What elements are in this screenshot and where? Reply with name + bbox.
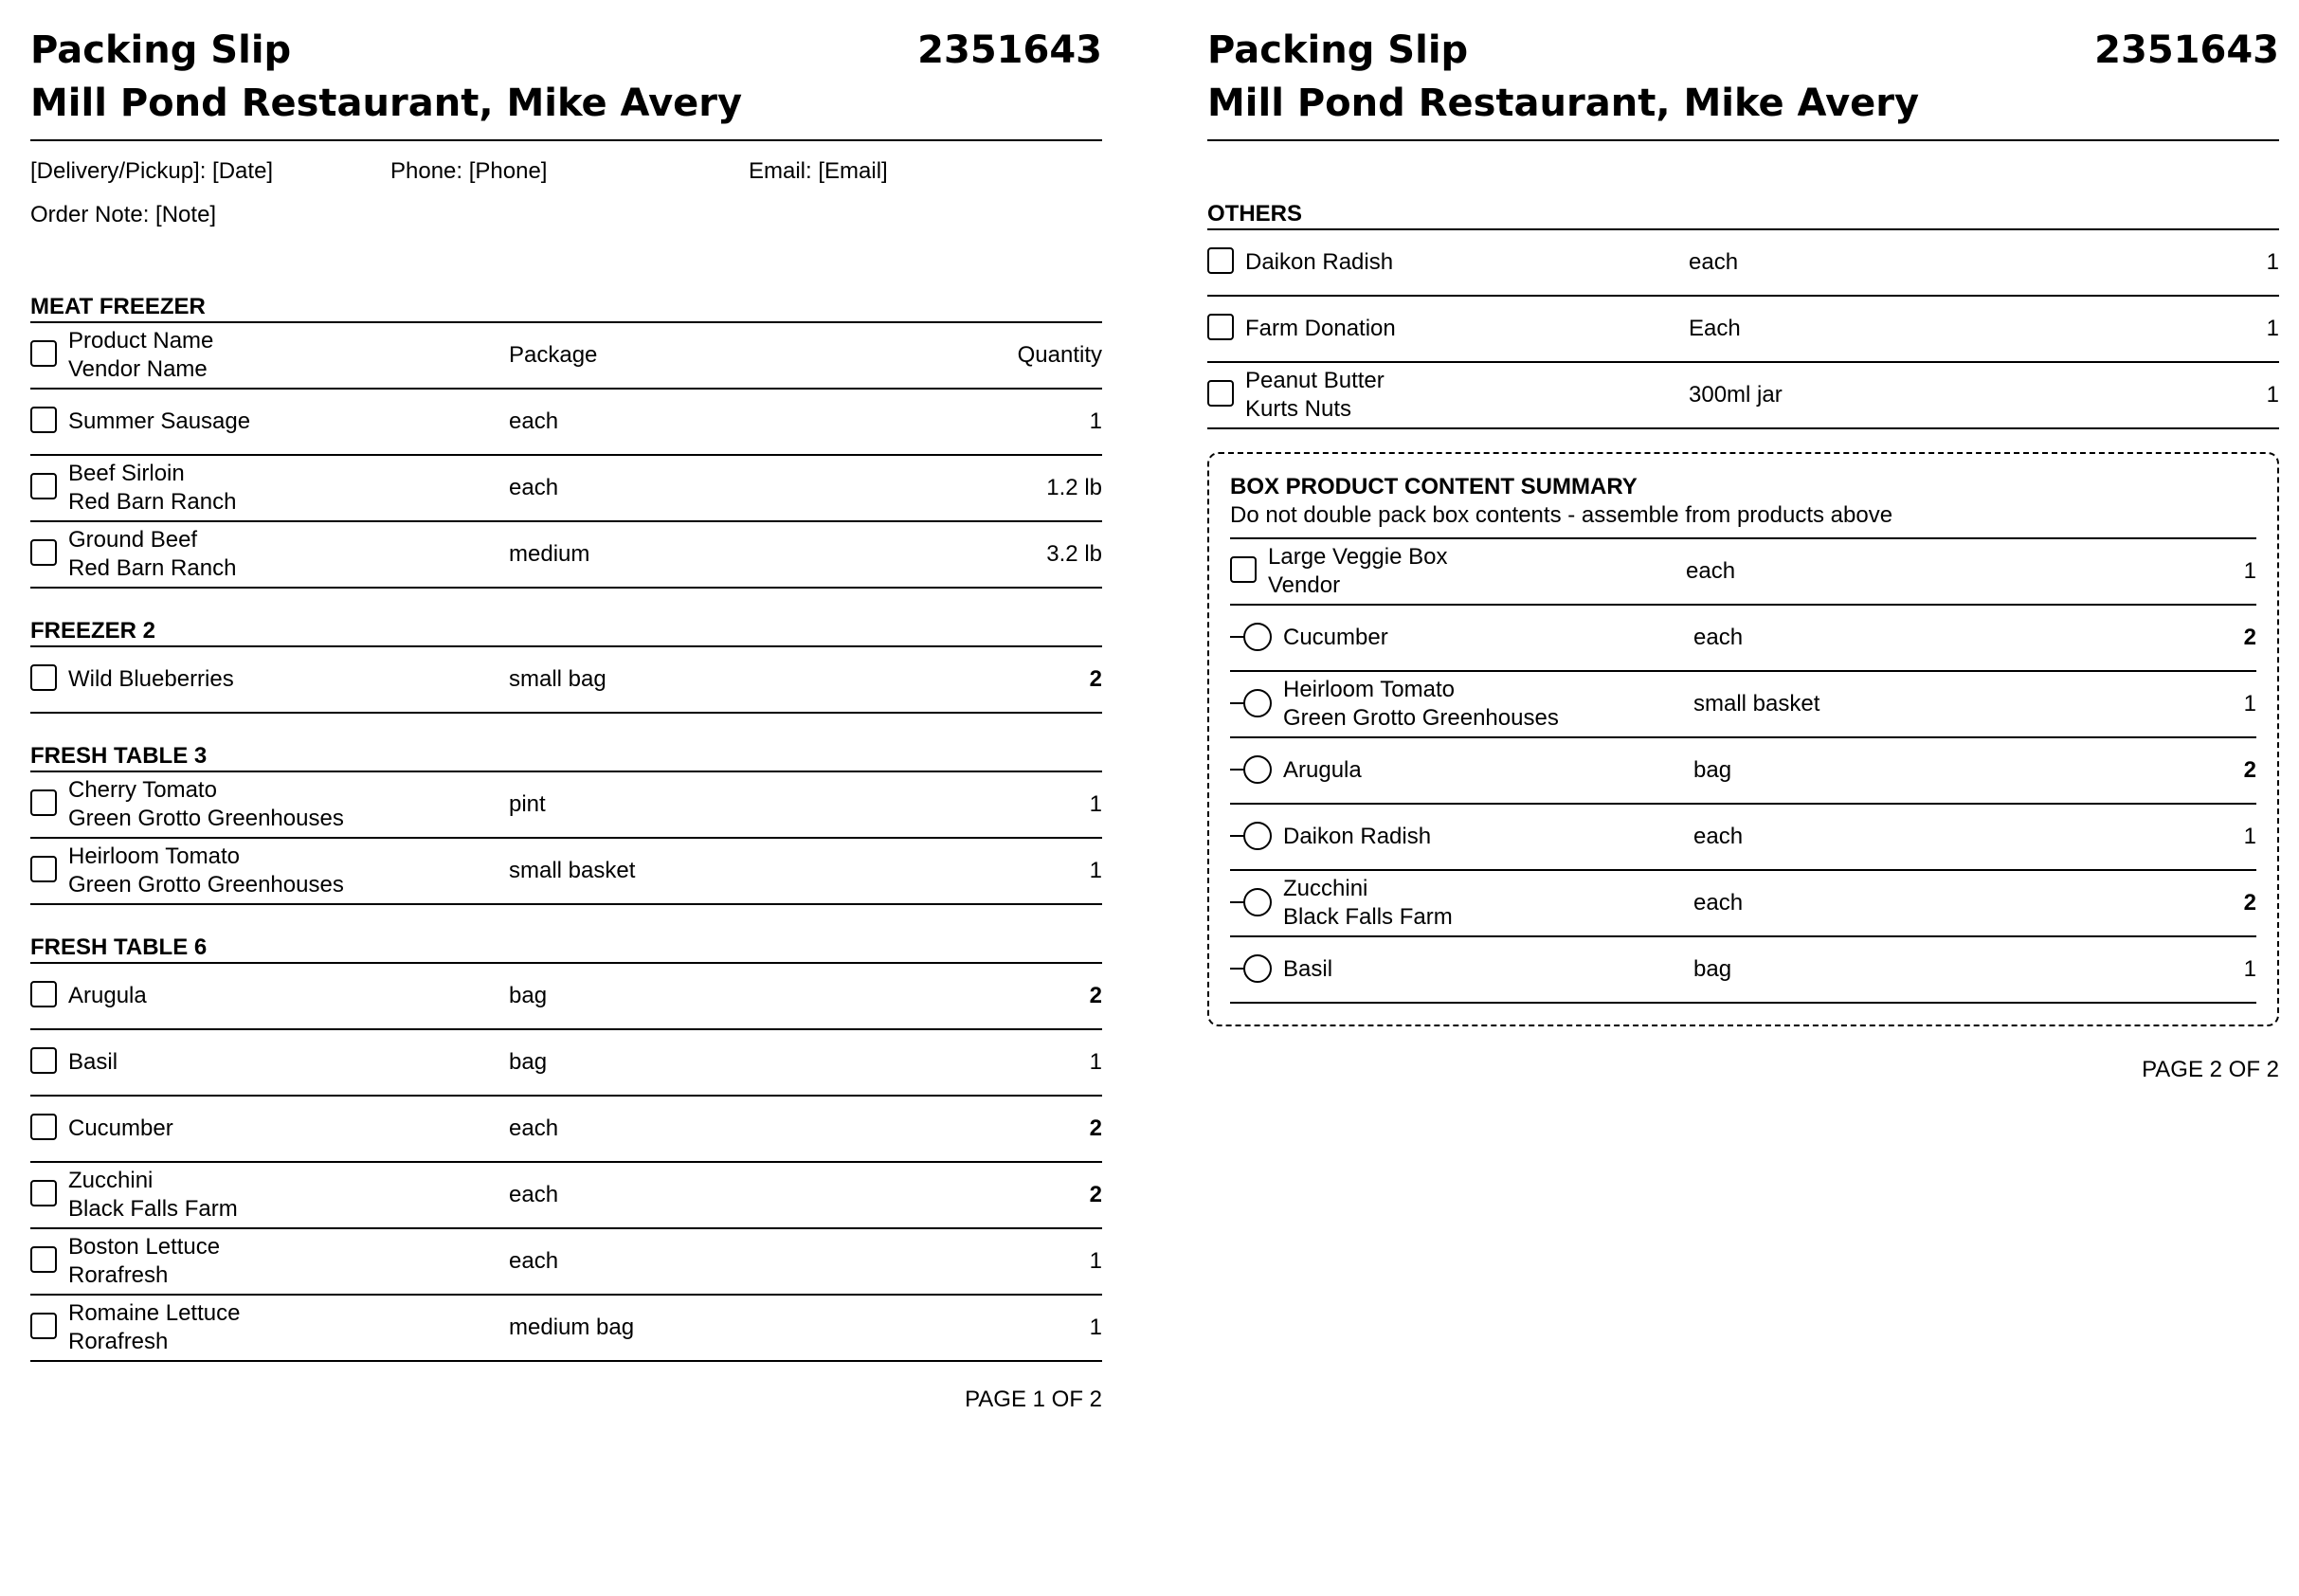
package: Each <box>1689 316 1741 341</box>
packing-slip-page-2 <box>1207 28 2279 1083</box>
vendor-name: Red Barn Ranch <box>68 555 237 581</box>
package: each <box>1693 625 1744 650</box>
package: medium bag <box>509 1315 635 1340</box>
checkbox-icon[interactable] <box>30 1313 57 1339</box>
circle-icon[interactable] <box>1243 888 1272 916</box>
item-row <box>30 1097 1102 1163</box>
quantity: 3.2 lb <box>1046 541 1102 567</box>
product-name: Cucumber <box>68 1115 173 1141</box>
product-name: Heirloom Tomato <box>68 843 240 869</box>
box-content-row <box>1230 606 2256 672</box>
slip-header <box>30 28 1102 141</box>
package: bag <box>509 983 548 1008</box>
column-package: Package <box>509 342 598 368</box>
product-name: Summer Sausage <box>68 408 251 434</box>
slip-header <box>1207 28 2279 141</box>
item-row <box>30 456 1102 522</box>
customer-name: Mill Pond Restaurant, Mike Avery <box>30 82 743 125</box>
product-name: Boston Lettuce <box>68 1234 221 1260</box>
column-vendor: Vendor Name <box>68 356 208 382</box>
checkbox-icon[interactable] <box>1230 556 1257 583</box>
item-row <box>30 1229 1102 1296</box>
circle-icon[interactable] <box>1243 755 1272 784</box>
product-name: Arugula <box>1283 757 1362 783</box>
product-name: Wild Blueberries <box>68 666 234 692</box>
quantity: 1 <box>1089 1049 1102 1075</box>
checkbox-icon[interactable] <box>1207 247 1234 274</box>
item-row <box>30 964 1102 1030</box>
section-heading: MEAT FREEZER <box>30 234 1102 323</box>
package: each <box>509 1115 559 1141</box>
quantity: 1 <box>1089 1315 1102 1340</box>
package: each <box>509 1182 559 1207</box>
package: small bag <box>509 666 606 692</box>
product-name: Peanut Butter <box>1245 368 1385 393</box>
product-name: Farm Donation <box>1245 316 1396 341</box>
item-row <box>30 522 1102 589</box>
quantity: 2 <box>1089 1182 1102 1207</box>
quantity: 1 <box>2243 956 2256 982</box>
vendor-name: Rorafresh <box>68 1329 169 1354</box>
checkbox-icon[interactable] <box>1207 314 1234 340</box>
quantity: 1 <box>2266 382 2279 408</box>
product-name: Basil <box>1283 956 1333 982</box>
package: each <box>1693 890 1744 916</box>
column-product: Product Name <box>68 328 214 354</box>
section-heading: FRESH TABLE 3 <box>30 714 1102 772</box>
package: each <box>509 1248 559 1274</box>
quantity: 2 <box>2243 625 2256 650</box>
checkbox-icon[interactable] <box>30 340 57 367</box>
circle-icon[interactable] <box>1243 689 1272 717</box>
quantity: 2 <box>2243 890 2256 916</box>
vendor-name: Vendor <box>1268 572 1341 598</box>
quantity: 1 <box>1089 1248 1102 1274</box>
delivery-date: [Delivery/Pickup]: [Date] <box>30 158 274 184</box>
column-header-row <box>30 323 1102 390</box>
package: each <box>509 475 559 500</box>
slip-title: Packing Slip <box>1207 28 1469 72</box>
checkbox-icon[interactable] <box>30 856 57 882</box>
circle-icon[interactable] <box>1243 623 1272 651</box>
package: bag <box>509 1049 548 1075</box>
package: each <box>1689 249 1739 275</box>
package: small basket <box>509 858 636 883</box>
product-name: Zucchini <box>68 1168 154 1193</box>
item-row <box>1207 297 2279 363</box>
package: each <box>1693 824 1744 849</box>
product-name: Cherry Tomato <box>68 777 217 803</box>
phone: Phone: [Phone] <box>390 158 548 184</box>
section-heading: FREEZER 2 <box>30 589 1102 647</box>
box-content-row <box>1230 738 2256 805</box>
checkbox-icon[interactable] <box>30 1047 57 1074</box>
quantity: 2 <box>1089 983 1102 1008</box>
item-row <box>30 647 1102 714</box>
order-note: Order Note: [Note] <box>30 202 217 227</box>
customer-name: Mill Pond Restaurant, Mike Avery <box>1207 82 1920 125</box>
product-name: Basil <box>68 1049 118 1075</box>
checkbox-icon[interactable] <box>30 664 57 691</box>
product-name: Ground Beef <box>68 527 198 553</box>
checkbox-icon[interactable] <box>30 407 57 433</box>
quantity: 2 <box>1089 1115 1102 1141</box>
product-name: Romaine Lettuce <box>68 1300 241 1326</box>
item-row <box>30 1296 1102 1362</box>
checkbox-icon[interactable] <box>30 1246 57 1273</box>
package: bag <box>1693 757 1732 783</box>
quantity: 1 <box>1089 858 1102 883</box>
item-row <box>30 390 1102 456</box>
checkbox-icon[interactable] <box>1207 380 1234 407</box>
package: small basket <box>1693 691 1820 716</box>
product-name: Zucchini <box>1283 876 1368 901</box>
circle-icon[interactable] <box>1243 822 1272 850</box>
box-summary-title: BOX PRODUCT CONTENT SUMMARY <box>1230 474 1638 499</box>
quantity: 1 <box>2243 691 2256 716</box>
vendor-name: Green Grotto Greenhouses <box>68 806 344 831</box>
vendor-name: Green Grotto Greenhouses <box>1283 705 1559 731</box>
vendor-name: Rorafresh <box>68 1262 169 1288</box>
package: 300ml jar <box>1689 382 1783 408</box>
box-content-row <box>1230 937 2256 1004</box>
checkbox-icon[interactable] <box>30 473 57 499</box>
quantity: 1 <box>1089 408 1102 434</box>
quantity: 2 <box>1089 666 1102 692</box>
box-row <box>1230 539 2256 606</box>
quantity: 1 <box>2266 316 2279 341</box>
slip-title: Packing Slip <box>30 28 292 72</box>
packing-slip-page-1 <box>30 28 1102 1413</box>
vendor-name: Kurts Nuts <box>1245 396 1352 422</box>
box-content-row <box>1230 805 2256 871</box>
package: pint <box>509 791 546 817</box>
quantity: 1 <box>2266 249 2279 275</box>
checkbox-icon[interactable] <box>30 1180 57 1206</box>
box-summary-subtitle: Do not double pack box contents - assemble from products above <box>1230 502 1893 528</box>
product-name: Arugula <box>68 983 147 1008</box>
checkbox-icon[interactable] <box>30 981 57 1007</box>
item-row <box>30 1163 1102 1229</box>
section-heading: OTHERS <box>1207 141 2279 230</box>
product-name: Beef Sirloin <box>68 461 185 486</box>
section-heading: FRESH TABLE 6 <box>30 905 1102 964</box>
item-row <box>1207 363 2279 429</box>
item-row <box>30 772 1102 839</box>
product-name: Daikon Radish <box>1245 249 1394 275</box>
quantity: 1.2 lb <box>1046 475 1102 500</box>
package: each <box>509 408 559 434</box>
box-content-summary <box>1207 452 2279 1026</box>
quantity: 2 <box>2243 757 2256 783</box>
package: bag <box>1693 956 1732 982</box>
quantity: 1 <box>1089 791 1102 817</box>
column-quantity: Quantity <box>1017 342 1102 368</box>
order-number: 2351643 <box>917 28 1102 72</box>
order-info <box>30 141 1102 234</box>
vendor-name: Black Falls Farm <box>1283 904 1453 930</box>
item-row <box>30 839 1102 905</box>
quantity: 1 <box>2243 558 2256 584</box>
product-name: Daikon Radish <box>1283 824 1432 849</box>
vendor-name: Black Falls Farm <box>68 1196 238 1222</box>
box-content-row <box>1230 871 2256 937</box>
email: Email: [Email] <box>749 158 888 184</box>
quantity: 1 <box>2243 824 2256 849</box>
product-name: Large Veggie Box <box>1268 544 1448 570</box>
package: each <box>1686 558 1736 584</box>
item-row <box>30 1030 1102 1097</box>
circle-icon[interactable] <box>1243 954 1272 983</box>
page-footer: PAGE 2 OF 2 <box>2142 1057 2279 1082</box>
checkbox-icon[interactable] <box>30 539 57 566</box>
checkbox-icon[interactable] <box>30 1114 57 1140</box>
item-row <box>1207 230 2279 297</box>
product-name: Cucumber <box>1283 625 1388 650</box>
vendor-name: Green Grotto Greenhouses <box>68 872 344 898</box>
product-name: Heirloom Tomato <box>1283 677 1455 702</box>
vendor-name: Red Barn Ranch <box>68 489 237 515</box>
checkbox-icon[interactable] <box>30 789 57 816</box>
page-footer: PAGE 1 OF 2 <box>965 1387 1102 1412</box>
package: medium <box>509 541 590 567</box>
order-number: 2351643 <box>2094 28 2279 72</box>
box-content-row <box>1230 672 2256 738</box>
